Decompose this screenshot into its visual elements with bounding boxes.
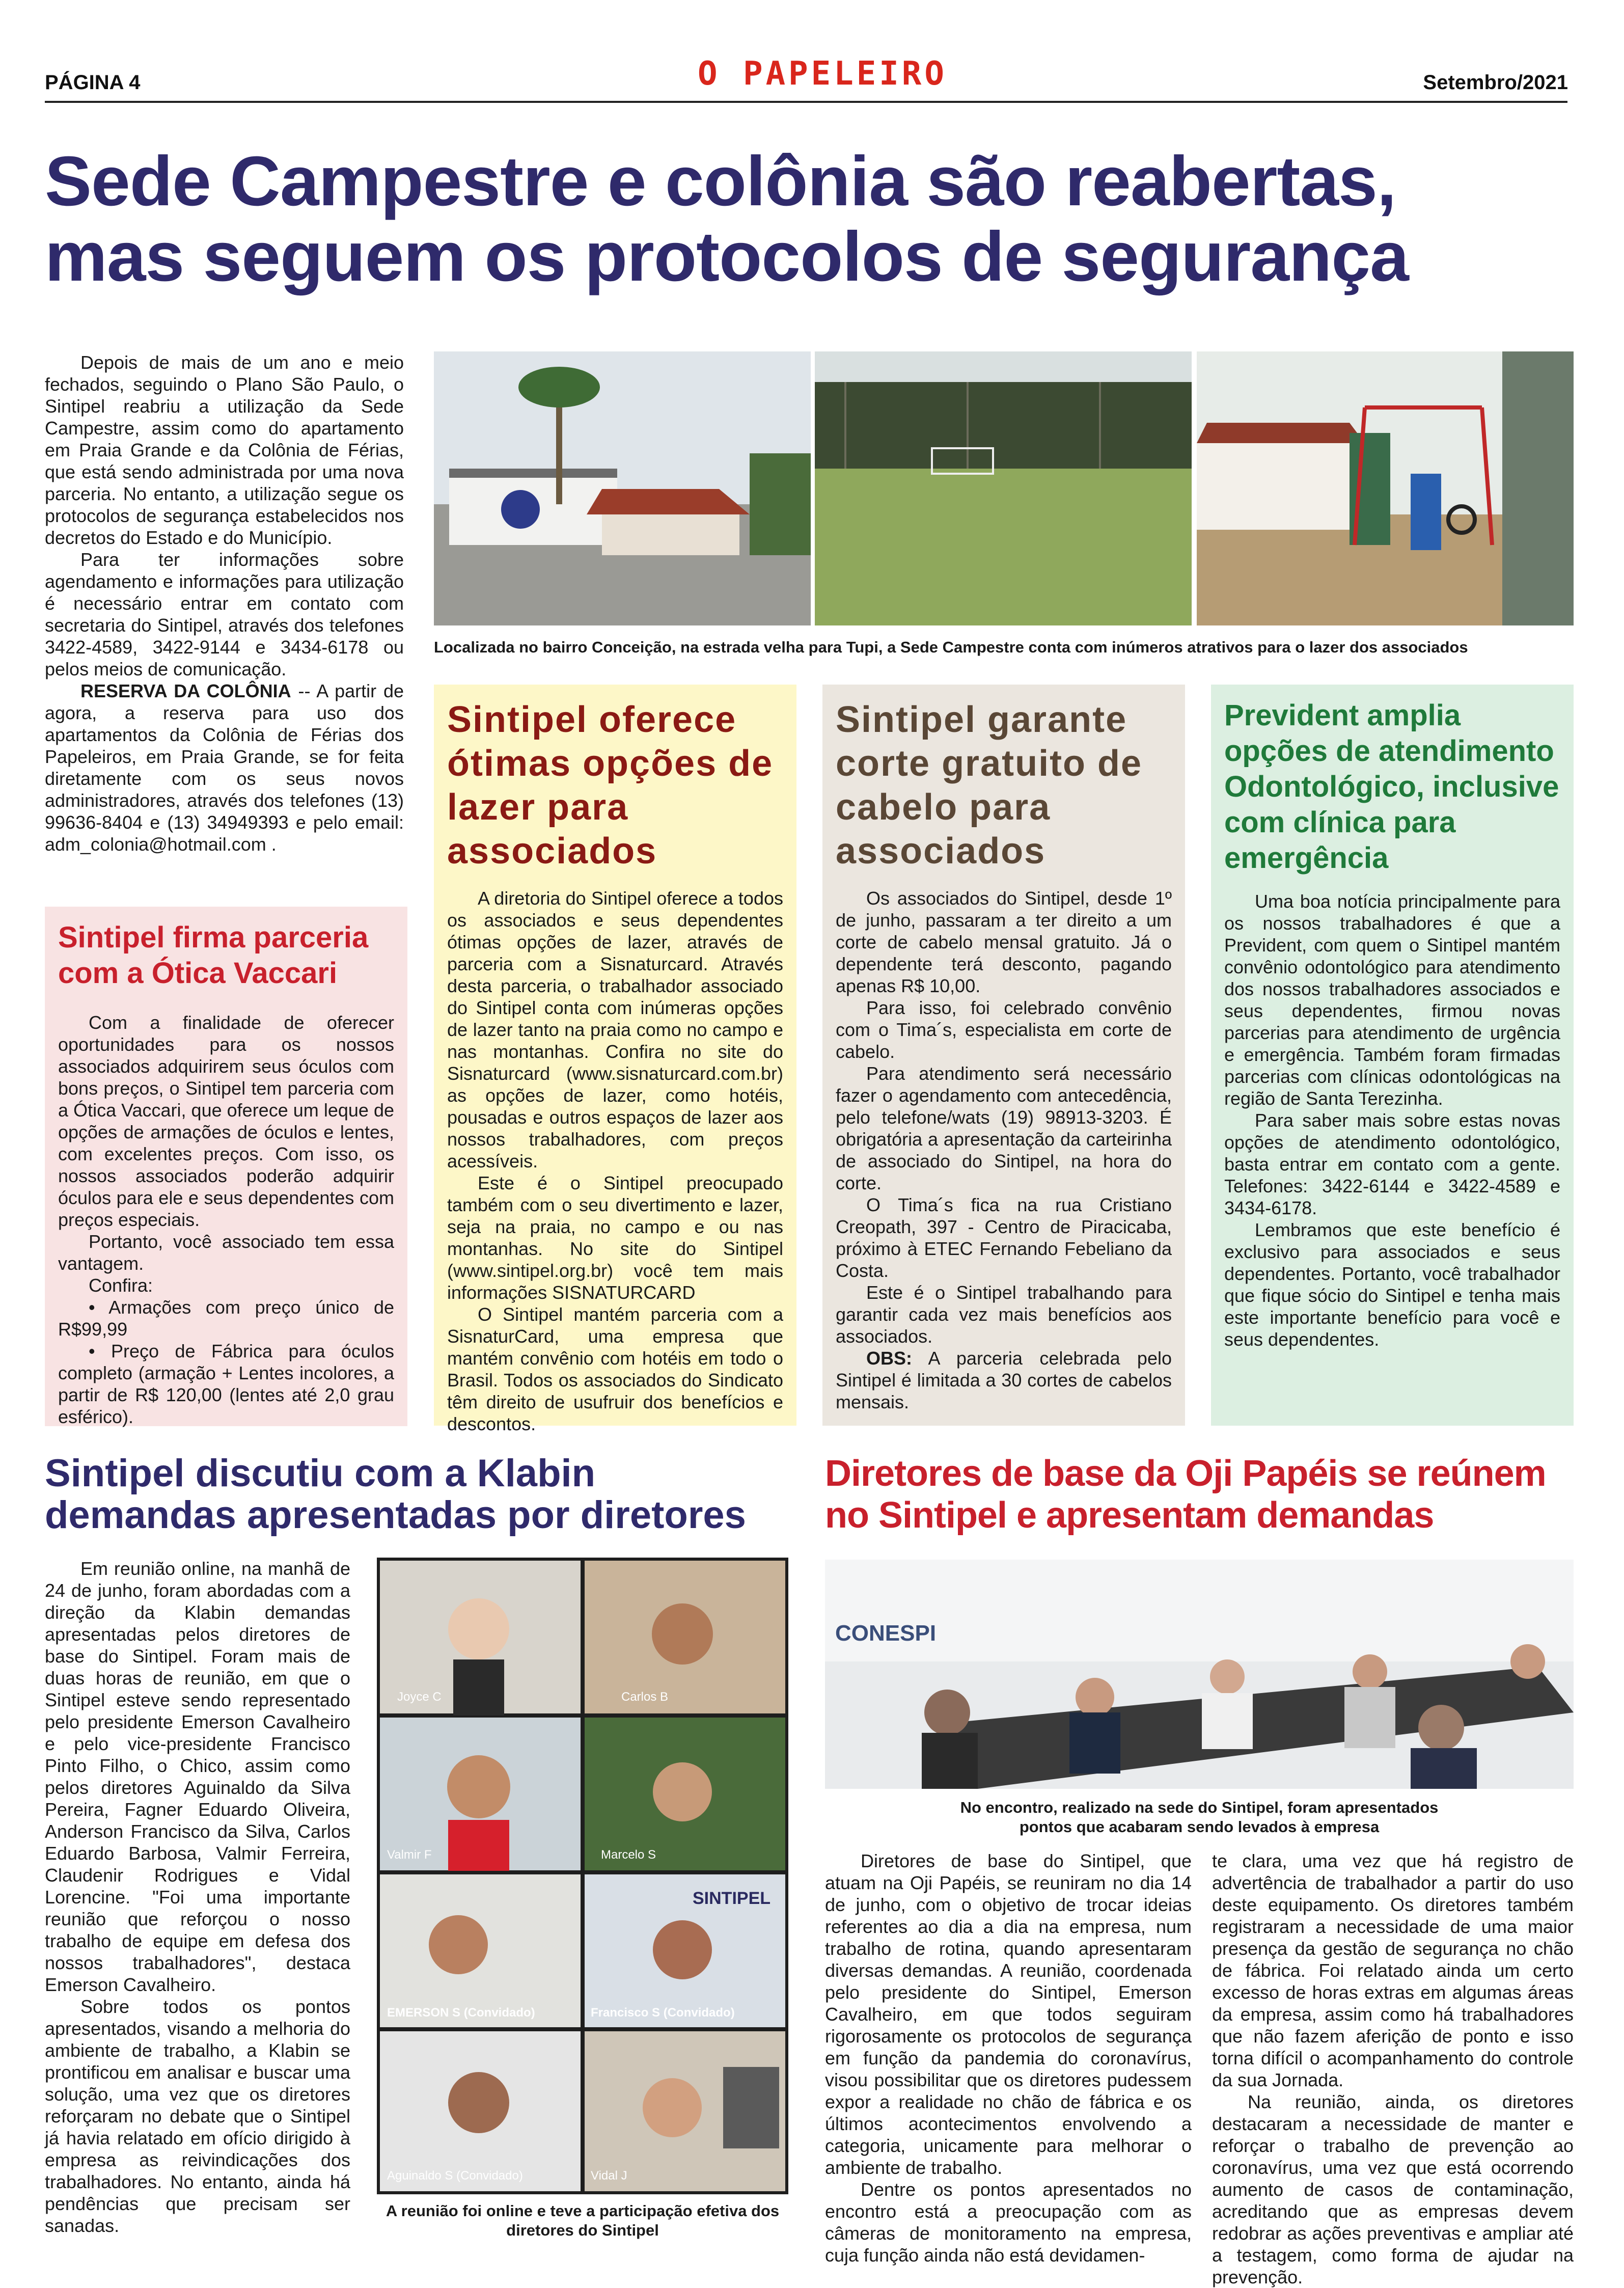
- lead-paragraph: Para ter informações sobre agendamento e informações para utilização é necessário entrar em contato com secretaria do Sintipel, através dos telefones 3422-4589, 3422-9144 e 3434-6178 ou pelos meios de comunicação.: [45, 549, 404, 679]
- odonto-paragraph: Para saber mais sobre estas novas opções de atendimento odontológico, basta entrar em contato com a gente. Telefones: 3422-6144 e 3422-4589 e 3434-6178.: [1224, 1110, 1560, 1218]
- video-label: Carlos B: [621, 1690, 669, 1704]
- otica-paragraph: • Preço de Fábrica para óculos completo (armação + Lentes incolores, a partir de R$ 120,00 (lentes até 2,0 grau esférico).: [58, 1341, 394, 1427]
- lazer-paragraph: A diretoria do Sintipel oferece a todos os associados e seus dependentes ótimas opções de lazer, através de parceria com a Sisnaturcard. Através desta parceria, o trabalhador associado do Sintipel conta com inúmeras opções de lazer tanto na praia como no campo e nas montanhas. Confira no site do Sisnaturcard (www.sisnaturcard.com.br) as opções de lazer, como hotéis, pousadas e outros espaços de lazer aos nossos trabalhadores, com preços acessíveis.: [447, 888, 783, 1172]
- oji-paragraph: Dentre os pontos apresentados no encontro está a preocupação com as câmeras de monitoramento na empresa, cuja função ainda não está devidamen-: [825, 2179, 1192, 2266]
- klabin-title-line-1: Sintipel discutiu com a Klabin: [45, 1452, 596, 1495]
- klabin-title-line-2: demandas apresentadas por diretores: [45, 1493, 746, 1537]
- reserva-paragraph: [45, 680, 404, 855]
- cabelo-title: Sintipel garante corte gratuito de cabelo para associados: [836, 699, 1143, 871]
- reserva-kicker: RESERVA DA COLÔNIA: [80, 680, 291, 701]
- oji-title-line-2: no Sintipel e apresentam demandas: [825, 1495, 1434, 1536]
- obs-label: OBS:: [866, 1348, 912, 1369]
- otica-paragraph: Confira:: [89, 1275, 153, 1296]
- lazer-title: Sintipel oferece ótimas opções de lazer para associados: [447, 699, 774, 871]
- oji-photo-caption: [825, 1798, 1574, 1837]
- header-rule: [45, 101, 1567, 103]
- video-label: Vidal J: [591, 2169, 627, 2183]
- photo-video-call: [377, 1558, 788, 2194]
- lead-paragraph: Depois de mais de um ano e meio fechados, seguindo o Plano São Paulo, o Sintipel reabriu a utilização da Sede Campestre, assim como do apartamento em Praia Grande e da Colônia de Férias, que está sendo administrada por uma nova parceria. No entanto, a utilização segue os protocolos de segurança estabelecidos nos decretos do Estado e do Município.: [45, 352, 404, 548]
- otica-paragraph: Com a finalidade de oferecer oportunidades para os nossos associados adquirirem seus óculos com bons preços, o Sintipel tem parceria com a Ótica Vaccari, que oferece um leque de opções de armações de óculos e lentes, com excelentes preços. Com isso, os nossos associados poderão adquirir óculos para ele e seus dependentes com preços especiais.: [58, 1012, 394, 1230]
- cabelo-box: [822, 685, 1185, 1426]
- page-number: PÁGINA 4: [45, 71, 141, 94]
- otica-title: Sintipel firma parceria com a Ótica Vaccari: [58, 921, 369, 990]
- issue-date: Setembro/2021: [1423, 71, 1568, 94]
- photo-playground: [1197, 351, 1574, 625]
- video-label: Valmir F: [387, 1848, 432, 1862]
- headline-line-1: Sede Campestre e colônia são reabertas,: [45, 142, 1396, 221]
- oji-caption-line-2: pontos que acabaram sendo levados à empresa: [1019, 1818, 1380, 1836]
- cabelo-obs: [836, 1347, 1172, 1413]
- video-label: EMERSON S (Convidado): [387, 2006, 535, 2020]
- odonto-paragraph: Uma boa notícia principalmente para os nossos trabalhadores é que a Prevident, com quem o Sintipel mantém convênio odontológico para atendimento dos nossos trabalhadores associados e seus dependentes, firmou novas parcerias para atendimento de urgência e emergência. Também foram firmadas parcerias com clínicas odontológicas na região de Santa Terezinha.: [1224, 891, 1560, 1109]
- oji-article-col1: [825, 1850, 1192, 2266]
- odonto-box: [1211, 685, 1574, 1426]
- lazer-box: [434, 685, 796, 1434]
- klabin-title: [45, 1453, 819, 1536]
- oji-title: [825, 1453, 1579, 1536]
- cabelo-paragraph: Os associados do Sintipel, desde 1º de junho, passaram a ter direito a um corte de cabelo mensal gratuito. Já o dependente terá desconto, pagando apenas R$ 10,00.: [836, 888, 1172, 996]
- odonto-paragraph: Lembramos que este benefício é exclusivo para associados e seus dependentes. Portanto, você trabalhador que fique sócio do Sintipel e tenha mais este importante benefício para você e seus dependentes.: [1224, 1219, 1560, 1350]
- otica-box: [45, 907, 407, 1426]
- obs-text: A parceria celebrada pelo Sintipel é limitada a 30 cortes de cabelos mensais.: [836, 1348, 1172, 1412]
- otica-body: [58, 1012, 394, 1428]
- main-headline: [45, 144, 1578, 294]
- lead-article: [45, 351, 404, 855]
- video-label: Francisco S (Convidado): [591, 2006, 735, 2020]
- top-photos-caption: Localizada no bairro Conceição, na estrada velha para Tupi, a Sede Campestre conta com inúmeros atrativos para o lazer dos associados: [434, 638, 1468, 656]
- photo-sede-entrance: [434, 351, 811, 625]
- cabelo-body: [836, 887, 1172, 1413]
- cabelo-paragraph: Para isso, foi celebrado convênio com o Tima´s, especialista em corte de cabelo.: [836, 997, 1172, 1062]
- oji-paragraph: te clara, uma vez que há registro de advertência de trabalhador a partir do uso deste equipamento. Os diretores também registraram a necessidade de uma maior presença da gestão de segurança no chão de fábrica. Foi relatado ainda um certo excesso de horas extras em algumas áreas da empresa, assim como há trabalhadores que não fazem aferição de ponto e isso torna difícil o acompanhamento do controle da sua Jornada.: [1212, 1850, 1574, 2090]
- video-label: Marcelo S: [601, 1848, 656, 1862]
- video-label: Aguinaldo S (Convidado): [387, 2169, 523, 2183]
- oji-caption-line-1: No encontro, realizado na sede do Sintipel, foram apresentados: [960, 1799, 1439, 1816]
- oji-paragraph: Na reunião, ainda, os diretores destacaram a necessidade de manter e reforçar o trabalho de prevenção ao coronavírus, uma vez que está ocorrendo aumento de casos de contaminação, acreditando que as empresas devem redobrar as ações preventivas e ampliar até a testagem, como forma de ajudar na prevenção.: [1212, 2091, 1574, 2287]
- video-label: Joyce C: [397, 1690, 442, 1704]
- masthead-logo: O PAPELEIRO: [698, 55, 947, 93]
- wall-sign: CONESPI: [835, 1621, 937, 1646]
- klabin-paragraph: Sobre todos os pontos apresentados, visando a melhoria do ambiente de trabalho, a Klabin se prontificou em analisar e buscar uma solução, uma vez que os diretores reforçaram no debate que o Sintipel já havia relatado em ofício dirigido à empresa as reivindicações dos trabalhadores. No entanto, ainda há pendências que precisam ser sanadas.: [45, 1996, 350, 2236]
- otica-paragraph: • Armações com preço único de R$99,99: [58, 1297, 394, 1340]
- cabelo-paragraph: Para atendimento será necessário fazer o agendamento com antecedência, pelo telefone/wats (19) 98913-3203. É obrigatória a apresentação da carteirinha de associado do Sintipel, na hora do corte.: [836, 1063, 1172, 1193]
- cabelo-paragraph: O Tima´s fica na rua Cristiano Creopath, 397 - Centro de Piracicaba, próximo à ETEC Fernando Febeliano da Costa.: [836, 1194, 1172, 1281]
- reserva-text: -- A partir de agora, a reserva para uso dos apartamentos da Colônia de Férias dos Papeleiros, em Praia Grande, se for feita diretamente com os seus novos administradores, através dos telefones (13) 99636-8404 e (13) 34949393 e pelo email: adm_colonia@hotmail.com .: [45, 680, 404, 855]
- oji-article-col2: [1212, 1850, 1574, 2288]
- odonto-title: Prevident amplia opções de atendimento Odontológico, inclusive com clínica para emergência: [1224, 699, 1559, 875]
- oji-title-line-1: Diretores de base da Oji Papéis se reúnem: [825, 1453, 1546, 1494]
- odonto-body: [1224, 890, 1560, 1350]
- photo-oji-meeting: [825, 1560, 1574, 1789]
- sign-sintipel: SINTIPEL: [693, 1889, 771, 1908]
- oji-paragraph: Diretores de base do Sintipel, que atuam na Oji Papéis, se reuniram no dia 14 de junho, com o objetivo de trocar ideias referentes ao dia a dia na empresa, num trabalho de rotina, quando apresentaram diversas demandas. A reunião, coordenada pelo presidente do Sintipel, Emerson Cavalheiro, em que todos seguiram rigorosamente os protocolos de segurança em função da pandemia do coronavírus, visou possibilitar que os diretores pudessem expor a realidade no chão de fábrica e os últimos acontecimentos envolvendo a categoria, unicamente para melhorar o ambiente de trabalho.: [825, 1850, 1192, 2178]
- klabin-photo-caption: A reunião foi online e teve a participação efetiva dos diretores do Sintipel: [386, 2202, 780, 2239]
- cabelo-paragraph: Este é o Sintipel trabalhando para garantir cada vez mais benefícios aos associados.: [836, 1282, 1172, 1347]
- headline-line-2: mas seguem os protocolos de segurança: [45, 217, 1409, 296]
- lazer-paragraph: O Sintipel mantém parceria com a SisnaturCard, uma empresa que mantém convênio com hotéis em todo o Brasil. Todos os associados do Sindicato têm direito de usufruir dos benefícios e descontos.: [447, 1304, 783, 1434]
- otica-paragraph: Portanto, você associado tem essa vantagem.: [58, 1231, 394, 1274]
- klabin-paragraph: Em reunião online, na manhã de 24 de junho, foram abordadas com a direção da Klabin demandas apresentadas pelos diretores de base do Sintipel. Foram mais de duas horas de reunião, em que o Sintipel esteve sendo representado pelo presidente Emerson Cavalheiro e pelo vice-presidente Francisco Pinto Filho, o Chico, assim como pelos diretores Aguinaldo da Silva Pereira, Fagner Eduardo Oliveira, Anderson Francisco da Silva, Carlos Eduardo Barbosa, Valmir Ferreira, Claudenir Rodrigues e Vidal Lorencine. "Foi uma importante reunião que reforçou o nosso trabalho de equipe em defesa dos nossos trabalhadores", destaca Emerson Cavalheiro.: [45, 1558, 350, 1995]
- klabin-article: [45, 1558, 350, 2237]
- lazer-paragraph: Este é o Sintipel preocupado também com o seu divertimento e lazer, seja na praia, no campo e ou nas montanhas. No site do Sintipel (www.sintipel.org.br) você tem mais informações SISNATURCARD: [447, 1173, 783, 1303]
- lazer-body: [447, 887, 783, 1435]
- photo-sports-field: [815, 351, 1192, 625]
